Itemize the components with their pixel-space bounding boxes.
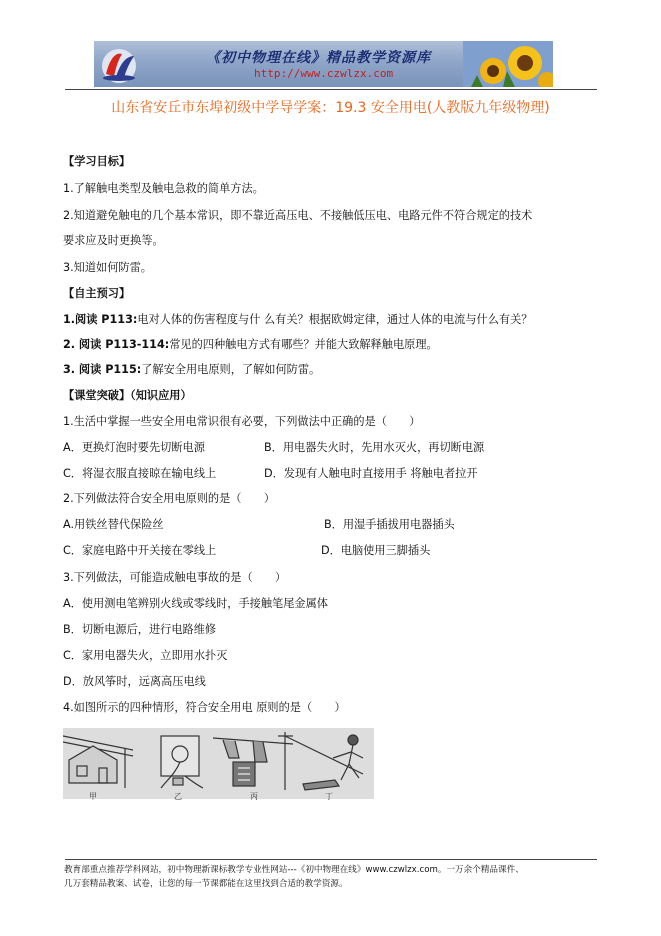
preview-item (63, 338, 438, 352)
goals-heading: 【学习目标】 (63, 155, 131, 168)
q2-option-b: B．用湿手插拔用电器插头 (324, 518, 455, 531)
page-title: 山东省安丘市东埠初级中学导学案：19.3 安全用电(人教版九年级物理) (111, 100, 550, 116)
goal-item: 3.知道如何防雷。 (63, 261, 152, 274)
banner-title: 《初中物理在线》精品教学资源库 (206, 50, 431, 66)
preview-item-lead: 3. 阅读 P115: (63, 363, 142, 376)
q3-option-a: A．使用测电笔辨别火线或零线时，手接触笔尾金属体 (63, 597, 328, 610)
goal-item: 2.知道避免触电的几个基本常识，即不靠近高压电、不接触低压电、电路元件不符合规定的技术 (63, 209, 533, 222)
footer-rule (65, 859, 597, 860)
preview-item-text: 常见的四种触电方式有哪些？并能大致解释触电原理。 (169, 338, 438, 351)
q2-option-c: C．家庭电路中开关接在零线上 (63, 544, 217, 557)
footer-text: 教育部重点推荐学科网站，初中物理新课标教学专业性网站---《初中物理在线》www.czwlzx.com。一万余个精品课件、 (64, 865, 524, 875)
banner-url[interactable]: http://www.czwlzx.com (254, 67, 394, 80)
safety-scenarios-figure (63, 728, 374, 799)
goal-item: 1.了解触电类型及触电急救的简单方法。 (63, 182, 264, 195)
q1-option-b: B．用电器失火时，先用水灭火，再切断电源 (264, 441, 485, 454)
question-stem: 1.生活中掌握一些安全用电常识很有必要，下列做法中正确的是（ ） (63, 415, 421, 428)
figure-label: 丙 (250, 792, 258, 801)
header-banner (94, 41, 553, 87)
q3-option-d: D．放风筝时，远离高压电线 (63, 675, 206, 688)
q3-option-b: B．切断电源后，进行电路维修 (63, 623, 217, 636)
preview-heading: 【自主预习】 (63, 287, 131, 300)
sunflower-image (463, 41, 553, 87)
question-stem: 3.下列做法，可能造成触电事故的是（ ） (63, 571, 287, 584)
question-stem: 4.如图所示的四种情形，符合安全用电 原则的是（ ） (63, 701, 346, 714)
figure-label: 丁 (325, 792, 333, 801)
header-rule (65, 89, 597, 90)
figure-label: 甲 (89, 792, 97, 801)
footer-text: 几万套精品教案、试卷，让您的每一节课都能在这里找到合适的教学资源。 (64, 879, 348, 889)
scenario-illustrations (63, 728, 374, 799)
q3-option-c: C．家用电器失火，立即用水扑灭 (63, 649, 228, 662)
preview-item-text: 了解安全用电原则，了解如何防雷。 (141, 363, 321, 376)
q2-option-d: D．电脑使用三脚插头 (321, 544, 431, 557)
preview-item-text: 电对人体的伤害程度与什 么有关？根据欧姆定律，通过人体的电流与什么有关？ (137, 313, 533, 326)
q2-option-a: A.用铁丝替代保险丝 (63, 518, 164, 531)
q1-option-d: D．发现有人触电时直接用手 将触电者拉开 (264, 467, 478, 480)
preview-item-lead: 2. 阅读 P113-114: (63, 338, 170, 351)
goal-item: 要求应及时更换等。 (63, 234, 164, 247)
preview-item-lead: 1.阅读 P113: (63, 313, 138, 326)
site-logo-icon (96, 44, 142, 84)
preview-item (63, 363, 320, 377)
question-stem: 2.下列做法符合安全用电原则的是（ ） (63, 492, 276, 505)
q1-option-c: C．将湿衣服直接晾在输电线上 (63, 467, 217, 480)
figure-label: 乙 (174, 792, 182, 801)
class-heading: 【课堂突破】（知识应用） (63, 389, 192, 402)
q1-option-a: A．更换灯泡时要先切断电源 (63, 441, 205, 454)
preview-item (63, 313, 532, 327)
